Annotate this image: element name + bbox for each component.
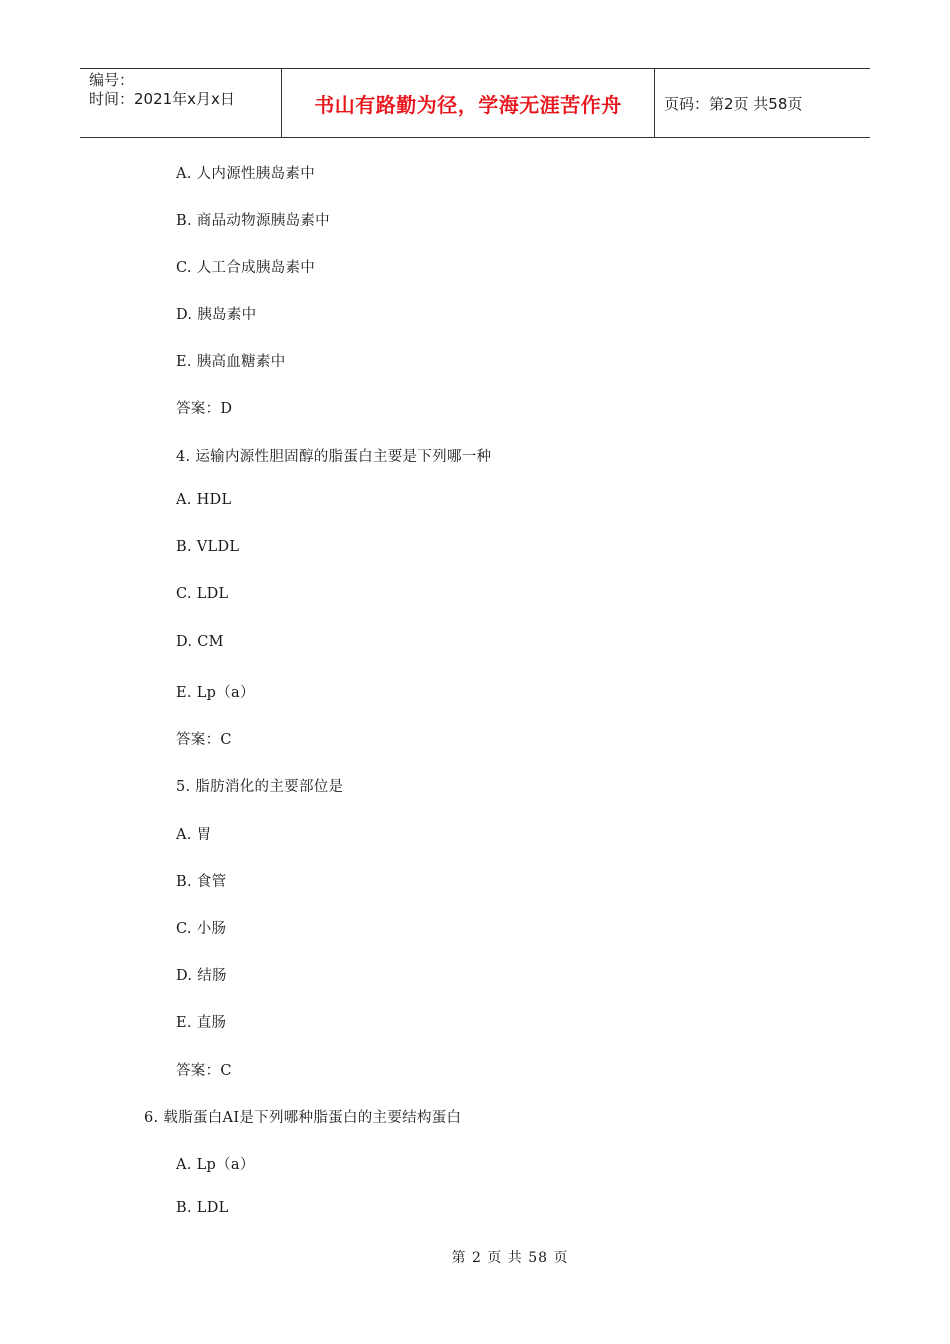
page-footer bbox=[0, 1247, 950, 1267]
answer-q5: 答案：C bbox=[176, 1063, 232, 1079]
option-a-q4: A. HDL bbox=[176, 492, 232, 508]
option-e-q5: E. 直肠 bbox=[176, 1015, 227, 1031]
option-b-q6: B. LDL bbox=[176, 1200, 229, 1216]
option-a-q5: A. 胃 bbox=[176, 827, 212, 843]
page-header bbox=[80, 68, 870, 138]
date-text: 时间：2021年x月x日 bbox=[89, 90, 235, 108]
question-6: 6. 载脂蛋白AI是下列哪种脂蛋白的主要结构蛋白 bbox=[144, 1110, 462, 1126]
option-d-q4: D. CM bbox=[176, 634, 224, 650]
question-4: 4. 运输内源性胆固醇的脂蛋白主要是下列哪一种 bbox=[176, 449, 492, 465]
header-page-info: 页码：第2页 共58页 bbox=[664, 94, 803, 113]
option-b-q5: B. 食管 bbox=[176, 874, 227, 890]
option-e-q4: E. Lp（a） bbox=[176, 685, 255, 701]
header-meta bbox=[80, 69, 282, 137]
option-d-q5: D. 结肠 bbox=[176, 968, 227, 984]
option-d-q3: D. 胰岛素中 bbox=[176, 307, 257, 323]
option-a-q6: A. Lp（a） bbox=[176, 1157, 255, 1173]
header-motto: 书山有路勤为径，学海无涯苦作舟 bbox=[282, 69, 655, 137]
answer-q3: 答案：D bbox=[176, 401, 233, 417]
option-a-q3: A. 人内源性胰岛素中 bbox=[176, 166, 315, 182]
option-b-q4: B. VLDL bbox=[176, 539, 240, 555]
option-c-q4: C. LDL bbox=[176, 586, 229, 602]
option-e-q3: E. 胰高血糖素中 bbox=[176, 354, 286, 370]
option-c-q3: C. 人工合成胰岛素中 bbox=[176, 260, 316, 276]
serial-label: 编号： bbox=[89, 71, 135, 89]
footer-page-number: 第 2 页 共 58 页 bbox=[451, 1250, 569, 1266]
question-5: 5. 脂肪消化的主要部位是 bbox=[176, 779, 344, 795]
option-b-q3: B. 商品动物源胰岛素中 bbox=[176, 213, 330, 229]
answer-q4: 答案：C bbox=[176, 732, 232, 748]
option-c-q5: C. 小肠 bbox=[176, 921, 227, 937]
